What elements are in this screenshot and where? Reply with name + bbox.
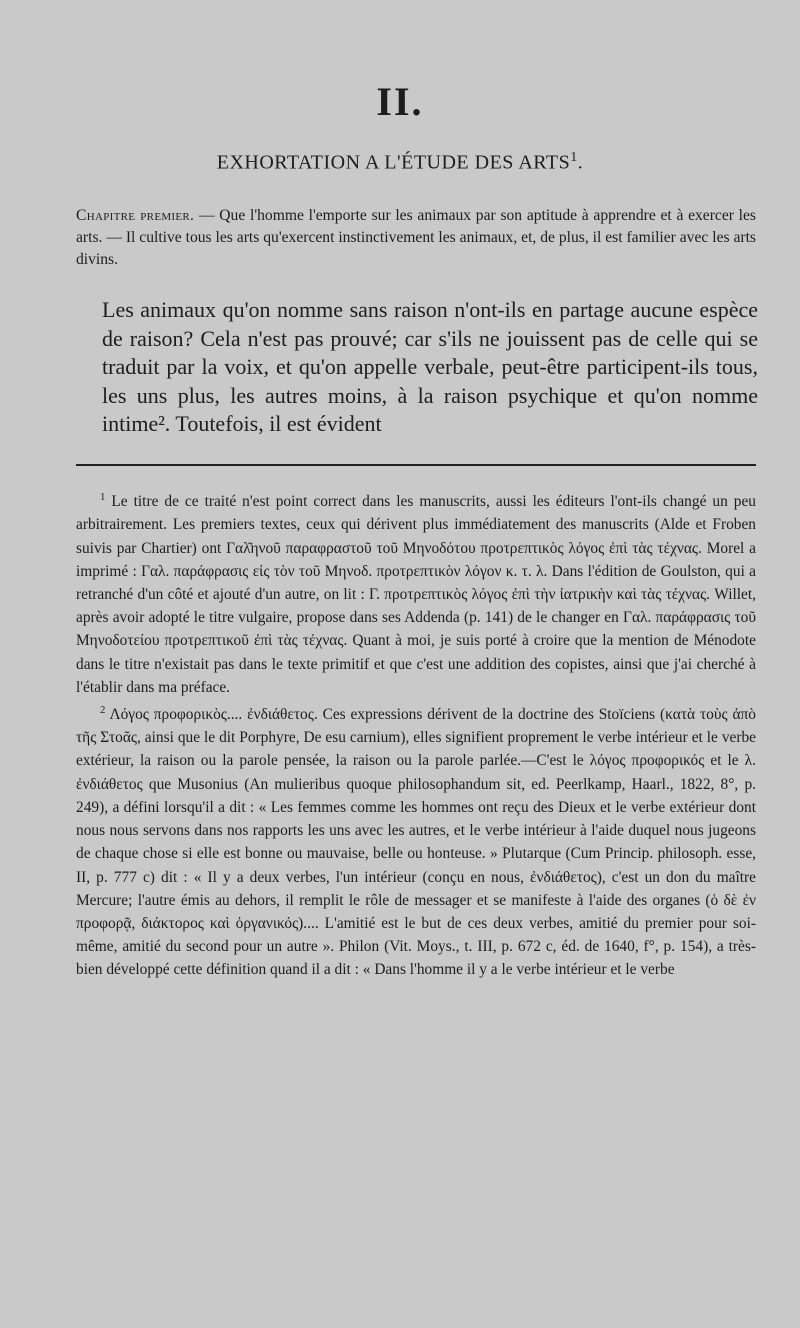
footnotes xyxy=(76,486,756,982)
title-footnote-mark: 1 xyxy=(570,150,578,165)
footnote-text: Λόγος προφορικὸς.... ἐνδιάθετος. Ces expressions dérivent de la doctrine des Stoïciens (κατὰ τοὺς ἀπὸ τῆς Στοᾶς, ainsi que le dit Porphyre, De esu carnium), elles signifient proprement le verbe intérieur et le verbe extérieur, la raison ou la parole pensée, la raison ou la parole parlée.—C'est le λόγος προφορικός et le λ. ἐνδιάθετος que Musonius (An mulieribus quoque philosophandum sit, ed. Peerlkamp, Haarl., 1822, 8°, p. 249), a défini lorsqu'il a dit : « Les femmes comme les hommes ont reçu des Dieux et le verbe extérieur dont nous nous servons dans nos rapports les uns avec les autres, et le verbe intérieur à l'aide duquel nous jugeons de chaque chose si elle est bonne ou mauvaise, belle ou honteuse. » Plutarque (Cum Princip. philosoph. esse, II, p. 777 c) dit : « Il y a deux verbes, l'un intérieur (conçu en nous, ἐνδιάθετος), c'est un don du maître Mercure; l'autre émis au dehors, il remplit le rôle de messager et se manifeste à l'aide des organes (ὁ δὲ ἐν προφορᾷ, διάκτορος καὶ ὀργανικός).... L'amitié est le but de ces deux verbes, amitié du premier pour soi-même, amitié du second pour un autre ». Philon (Vit. Moys., t. III, p. 672 c, éd. de 1640, f°, p. 154), a très-bien développé cette définition quand il a dit : « Dans l'homme il y a le verbe intérieur et le verbe xyxy=(76,706,756,979)
footnote xyxy=(76,699,756,982)
chapter-numeral: II. xyxy=(376,79,424,124)
body-text: Les animaux qu'on nomme sans raison n'ont-ils en partage aucune espèce de raison? Cela n'est pas prouvé; car s'ils ne jouissent pas de celle qui se traduit par la voix, et qu'on appelle verbale, peut-être participent-ils tous, les uns plus, les autres moins, à la raison psychique et qu'on nomme intime². Toutefois, il est évident xyxy=(102,297,758,436)
section-title: EXHORTATION A L'ÉTUDE DES ARTS$^1$. xyxy=(216,150,584,174)
chapter-summary xyxy=(76,205,756,271)
footnote xyxy=(76,486,756,699)
summary-text: — Que l'homme l'emporte sur les animaux par son aptitude à apprendre et à exercer les arts. — Il cultive tous les arts qu'exercent instinctivement les animaux, et, de plus, il est familier avec les arts divins. xyxy=(76,207,756,268)
summary-head: Chapitre premier. xyxy=(76,207,195,224)
footnote-text: Le titre de ce traité n'est point correct dans les manuscrits, aussi les éditeurs l'ont-ils changé un peu arbitrairement. Les premiers textes, ceux qui dérivent plus immédiatement des manuscrits (Alde et Froben suivis par Chartier) ont Γαλ͂ηνοῦ παραφραστοῦ τοῦ Μηνοδότου προτρεπτικὸς λόγος ἐπὶ τὰς τέχνας. Morel a imprimé : Γαλ. παράφρασις εἰς τὸν τοῦ Μηνοδ. προτρεπτικὸν λόγον κ. τ. λ. Dans l'édition de Goulston, qui a retranché d'un côté et ajouté d'un autre, on lit : Γ. προτρεπτικὸς λόγος ἐπὶ τὴν ἰατρικὴν καὶ τὰς τέχνας. Willet, après avoir adopté le titre vulgaire, propose dans ses Addenda (p. 141) de le changer en Γαλ. παράφρασις τοῦ Μηνοδοτείου προτρεπτικοῦ ἐπὶ τὰς τέχνας. Quant à moi, je suis porté à croire que la mention de Ménodote dans le titre n'existait pas dans le texte primitif et que c'est une addition des copistes, ainsi que j'ai cherché à l'établir dans ma préface. xyxy=(76,493,756,696)
footnote-mark: 1 xyxy=(100,491,106,503)
section-title-text: EXHORTATION A L'ÉTUDE DES ARTS xyxy=(216,151,571,174)
footnote-mark: 2 xyxy=(100,703,106,716)
footnote-divider xyxy=(76,464,756,466)
